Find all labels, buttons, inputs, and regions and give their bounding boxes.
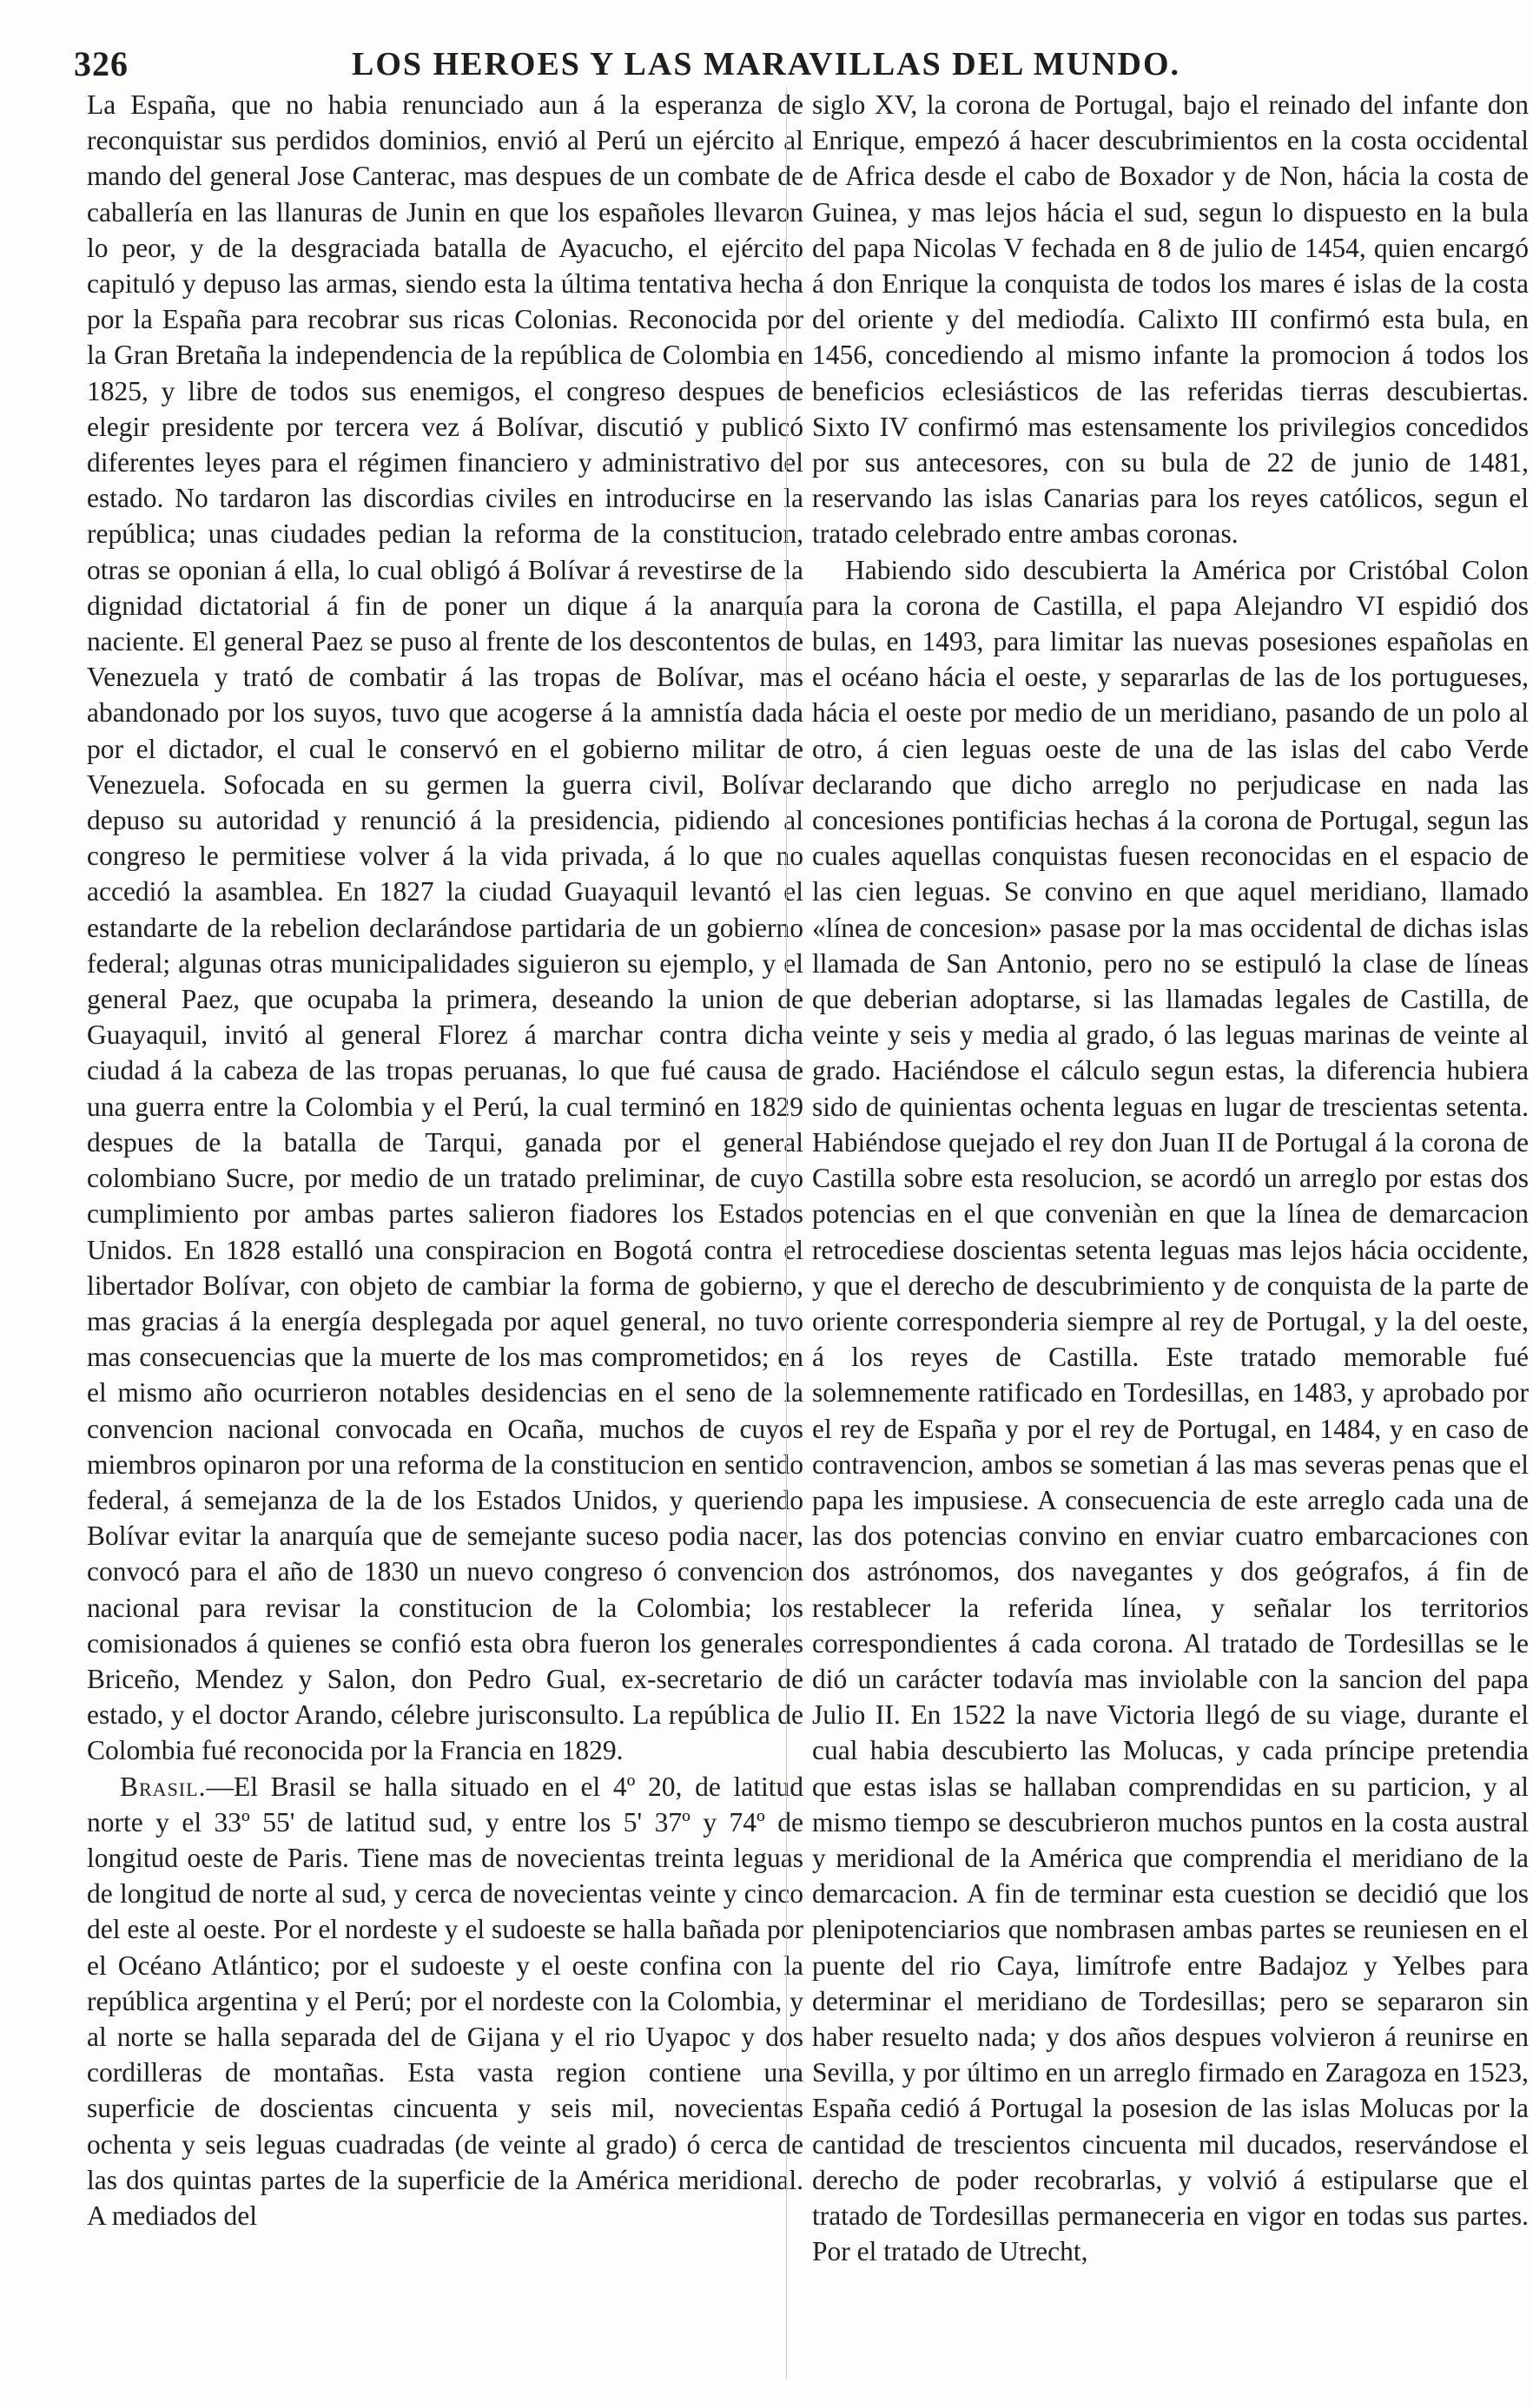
brasil-text: —El Brasil se halla situado en el 4º 20, de latitud norte y el 33º 55' de latitud sud, y entre los 5' 37º y 74º de longitud oeste de Paris. Tiene mas de novecientas treinta leguas de longitud de norte al sud, y cerca de novecientas veinte y cinco del este al oeste. Por el nordeste y el sudoeste se halla bañada por el Océano Atlántico; por el sudoeste y el oeste confina con la república argentina y el Perú; por el nordeste con la Colombia, y al norte se halla separada del de Gijana y el rio Uyapoc y dos cordilleras de montañas. Esta vasta region contiene una superficie de doscientas cincuenta y seis mil, novecientas ochenta y seis leguas cuadradas (de veinte al grado) ó cerca de las dos quintas partes de la superficie de la América meridional. A mediados del xyxy=(87,1771,803,2231)
brasil-paragraph xyxy=(87,1769,803,2234)
page-number: 326 xyxy=(74,44,129,83)
column-divider xyxy=(786,87,787,2379)
running-title: LOS HEROES Y LAS MARAVILLAS DEL MUNDO. xyxy=(352,46,1181,82)
page-header xyxy=(74,43,1485,87)
left-column xyxy=(87,87,803,2379)
right-column xyxy=(812,87,1529,2379)
colombia-paragraph: La España, que no habia renunciado aun á la esperanza de reconquistar sus perdidos dominios, envió al Perú un ejército al mando del general Jose Canterac, mas despues de un combate de caballería en las llanuras de Junin en que los españoles llevaron lo peor, y de la desgraciada batalla de Ayacucho, el ejército capituló y depuso las armas, siendo esta la última tentativa hecha por la España para recobrar sus ricas Colonias. Reconocida por la Gran Bretaña la independencia de la república de Colombia en 1825, y libre de todos sus enemigos, el congreso despues de elegir presidente por tercera vez á Bolívar, discutió y publicó diferentes leyes para el régimen financiero y administrativo del estado. No tardaron las discordias civiles en introducirse en la república; unas ciudades pedian la reforma de la constitucion, otras se oponian á ella, lo cual obligó á Bolívar á revestirse de la dignidad dictatorial á fin de poner un dique á la anarquía naciente. El general Paez se puso al frente de los descontentos de Venezuela y trató de combatir á las tropas de Bolívar, mas abandonado por los suyos, tuvo que acogerse á la amnistía dada por el dictador, el cual le conservó en el gobierno militar de Venezuela. Sofocada en su germen la guerra civil, Bolívar depuso su autoridad y renunció á la presidencia, pidiendo al congreso le permitiese volver á la vida privada, á lo que no accedió la asamblea. En 1827 la ciudad Guayaquil levantó el estandarte de la rebelion declarándose partidaria de un gobierno federal; algunas otras municipalidades siguieron su ejemplo, y el general Paez, que ocupaba la primera, deseando la union de Guayaquil, invitó al general Florez á marchar contra dicha ciudad á la cabeza de las tropas peruanas, lo que fué causa de una guerra entre la Colombia y el Perú, la cual terminó en 1829 despues de la batalla de Tarqui, ganada por el general colombiano Sucre, por medio de un tratado preliminar, de cuyo cumplimiento por ambas partes salieron fiadores los Estados Unidos. En 1828 estalló una conspiracion en Bogotá contra el libertador Bolívar, con objeto de cambiar la forma de gobierno, mas gracias á la energía desplegada por aquel general, no tuvo mas consecuencias que la muerte de los mas comprometidos; en el mismo año ocurrieron notables desidencias en el seno de la convencion nacional convocada en Ocaña, muchos de cuyos miembros opinaron por una reforma de la constitucion en sentido federal, á semejanza de la de los Estados Unidos, y queriendo Bolívar evitar la anarquía que de semejante suceso podia nacer, convocó para el año de 1830 un nuevo congreso ó convencion nacional para revisar la constitucion de la Colombia; los comisionados á quienes se confió esta obra fueron los generales Briceño, Mendez y Salon, don Pedro Gual, ex-secretario de estado, y el doctor Arando, célebre jurisconsulto. La república de Colombia fué reconocida por la Francia en 1829. xyxy=(87,89,803,1766)
portugal-discoveries-paragraph: siglo XV, la corona de Portugal, bajo el reinado del infante don Enrique, empezó á hacer descubrimientos en la costa occidental de Africa desde el cabo de Boxador y de Non, hácia la costa de Guinea, y mas lejos hácia el sud, segun lo dispuesto en la bula del papa Nicolas V fechada en 8 de julio de 1454, quien encargó á don Enrique la conquista de todos los mares é islas de la costa del oriente y del mediodía. Calixto III confirmó esta bula, en 1456, concediendo al mismo infante la promocion á todos los beneficios eclesiásticos de las referidas tierras descubiertas. Sixto IV confirmó mas estensamente los privilegios concedidos por sus antecesores, con su bula de 22 de junio de 1481, reservando las islas Canarias para los reyes católicos, segun el tratado celebrado entre ambas coronas. xyxy=(812,89,1529,550)
brasil-heading: Brasil. xyxy=(120,1771,207,1802)
demarcation-line-paragraph: Habiendo sido descubierta la América por Cristóbal Colon para la corona de Castilla, el papa Alejandro VI espidió dos bulas, en 1493, para limitar las nuevas posesiones españolas en el océano hácia el oeste, y separarlas de las de los portugueses, hácia el oeste por medio de un meridiano, pasando de un polo al otro, á cien leguas oeste de una de las islas del cabo Verde declarando que dicho arreglo no perjudicase en nada las concesiones pontificias hechas á la corona de Portugal, segun las cuales aquellas conquistas fuesen reconocidas en el espacio de las cien leguas. Se convino en que aquel meridiano, llamado «línea de concesion» pasase por la mas occidental de dichas islas llamada de San Antonio, pero no se estipuló la clase de líneas que deberian adoptarse, si las llamadas legales de Castilla, de veinte y seis y media al grado, ó las leguas marinas de veinte al grado. Haciéndose el cálculo segun estas, la diferencia hubiera sido de quinientas ochenta leguas en lugar de trescientas setenta. Habiéndose quejado el rey don Juan II de Portugal á la corona de Castilla sobre esta resolucion, se acordó un arreglo por estas dos potencias en el que conveniàn en que la línea de demarcacion retrocediese doscientas setenta leguas mas lejos hácia occidente, y que el derecho de descubrimiento y de conquista de la parte de oriente corresponderia siempre al rey de Portugal, y la del oeste, á los reyes de Castilla. Este tratado memorable fué solemnemente ratificado en Tordesillas, en 1483, y aprobado por el rey de España y por el rey de Portugal, en 1484, y en caso de contravencion, ambos se sometian á las mas severas penas que el papa les impusiese. A consecuencia de este arreglo cada una de las dos potencias convino en enviar cuatro embarcaciones con dos astrónomos, dos navegantes y dos geógrafos, á fin de restablecer la referida línea, y señalar los territorios correspondientes á cada corona. Al tratado de Tordesillas se le dió un carácter todavía mas inviolable con la sancion del papa Julio II. En 1522 la nave Victoria llegó de su viage, durante el cual habia descubierto las Molucas, y cada príncipe pretendia que estas islas se hallaban comprendidas en su particion, y al mismo tiempo se descubrieron muchos puntos en la costa austral y meridional de la América que comprendia el meridiano de la demarcacion. A fin de terminar esta cuestion se decidió que los plenipotenciarios que nombrasen ambas partes se reuniesen en el puente del rio Caya, limítrofe entre Badajoz y Yelbes para determinar el meridiano de Tordesillas; pero se separaron sin haber resuelto nada; y dos años despues volvieron á reunirse en Sevilla, y por último en un arreglo firmado en Zaragoza en 1523, España cedió á Portugal la posesion de las islas Molucas por la cantidad de trescientos cincuenta mil ducados, reservándose el derecho de poder recobrarlas, y volvió á estipularse que el tratado de Tordesillas permaneceria en vigor en todas sus partes. Por el tratado de Utrecht, xyxy=(812,554,1529,2267)
